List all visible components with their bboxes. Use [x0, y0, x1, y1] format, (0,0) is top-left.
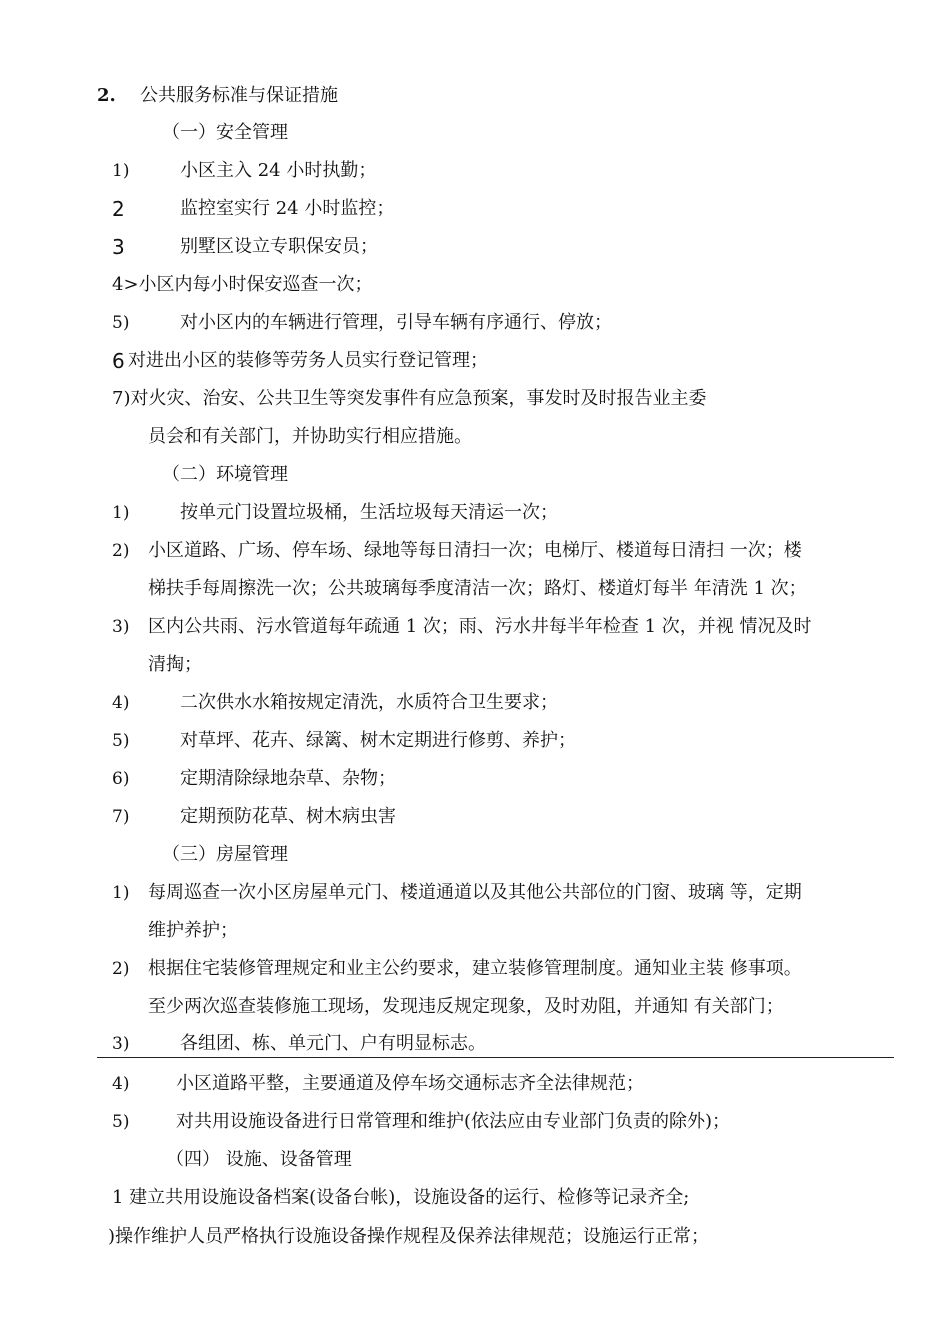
item-number: 1)	[112, 161, 130, 181]
item-continuation: 梯扶手每周擦洗一次；公共玻璃每季度清洁一次；路灯、楼道灯每半 年清洗 1 次；	[148, 578, 807, 599]
item-text: 对共用设施设备进行日常管理和维护(依法应由专业部门负责的除外)；	[176, 1111, 731, 1132]
item-continuation: 维护养护；	[148, 920, 238, 941]
item-text: 7)对火灾、治安、公共卫生等突发事件有应急预案，事发时及时报告业主委	[112, 388, 707, 409]
item-number: 2)	[112, 959, 130, 979]
item-number: 2	[112, 197, 125, 221]
item-text: 定期清除绿地杂草、杂物；	[180, 768, 396, 789]
item-number: 1)	[112, 503, 130, 523]
item-text: 1 建立共用设施设备档案(设备台帐)，设施设备的运行、检修等记录齐全;	[112, 1187, 690, 1208]
section-title: （三）房屋管理	[162, 844, 288, 865]
item-text: 小区道路、广场、停车场、绿地等每日清扫一次；电梯厅、楼道每日清扫 一次；楼	[148, 540, 802, 561]
item-number: 5)	[112, 731, 130, 751]
item-text: 4>小区内每小时保安巡查一次；	[112, 274, 373, 295]
item-text: 按单元门设置垃圾桶，生活垃圾每天清运一次；	[180, 502, 558, 523]
section-title: （一）安全管理	[162, 122, 288, 143]
item-text: 根据住宅装修管理规定和业主公约要求，建立装修管理制度。通知业主装 修事项。	[148, 958, 802, 979]
item-number: 3)	[112, 1034, 130, 1054]
item-text: )操作维护人员严格执行设施设备操作规程及保养法律规范；设施运行正常；	[108, 1226, 710, 1247]
item-text: 每周巡查一次小区房屋单元门、楼道通道以及其他公共部位的门窗、玻璃 等，定期	[148, 882, 802, 903]
horizontal-divider	[97, 1057, 894, 1058]
item-text: 对进出小区的装修等劳务人员实行登记管理；	[128, 350, 488, 371]
item-text: 区内公共雨、污水管道每年疏通 1 次；雨、污水井每半年检查 1 次，并视 情况及时	[148, 616, 812, 637]
section-title: （二）环境管理	[162, 464, 288, 485]
item-text: 定期预防花草、树木病虫害	[180, 806, 396, 827]
item-number: 2)	[112, 541, 130, 561]
item-text: 对小区内的车辆进行管理，引导车辆有序通行、停放；	[180, 312, 612, 333]
item-number: 6)	[112, 769, 130, 789]
item-number: 1)	[112, 883, 130, 903]
item-continuation: 至少两次巡查装修施工现场，发现违反规定现象，及时劝阻，并通知 有关部门；	[148, 996, 784, 1017]
item-number: 3	[112, 235, 125, 259]
item-text: 对草坪、花卉、绿篱、树木定期进行修剪、养护；	[180, 730, 576, 751]
heading-title: 公共服务标准与保证措施	[140, 85, 338, 106]
item-text: 各组团、栋、单元门、户有明显标志。	[180, 1033, 486, 1054]
item-continuation: 员会和有关部门，并协助实行相应措施。	[148, 426, 472, 447]
item-number: 5)	[112, 1112, 130, 1132]
item-number: 5)	[112, 313, 130, 333]
item-text: 二次供水水箱按规定清洗，水质符合卫生要求；	[180, 692, 558, 713]
item-number: 6	[112, 349, 125, 373]
heading-number: 2.	[97, 85, 116, 106]
item-number: 4)	[112, 1074, 130, 1094]
item-text: 小区道路平整，主要通道及停车场交通标志齐全法律规范；	[176, 1073, 644, 1094]
item-number: 3)	[112, 617, 130, 637]
item-text: 别墅区设立专职保安员；	[180, 236, 378, 257]
item-number: 7)	[112, 807, 130, 827]
item-number: 4)	[112, 693, 130, 713]
section-title: （四） 设施、设备管理	[166, 1149, 352, 1170]
item-text: 小区主入 24 小时执勤；	[180, 160, 377, 181]
item-text: 监控室实行 24 小时监控；	[180, 198, 395, 219]
item-continuation: 清掏；	[148, 654, 202, 675]
